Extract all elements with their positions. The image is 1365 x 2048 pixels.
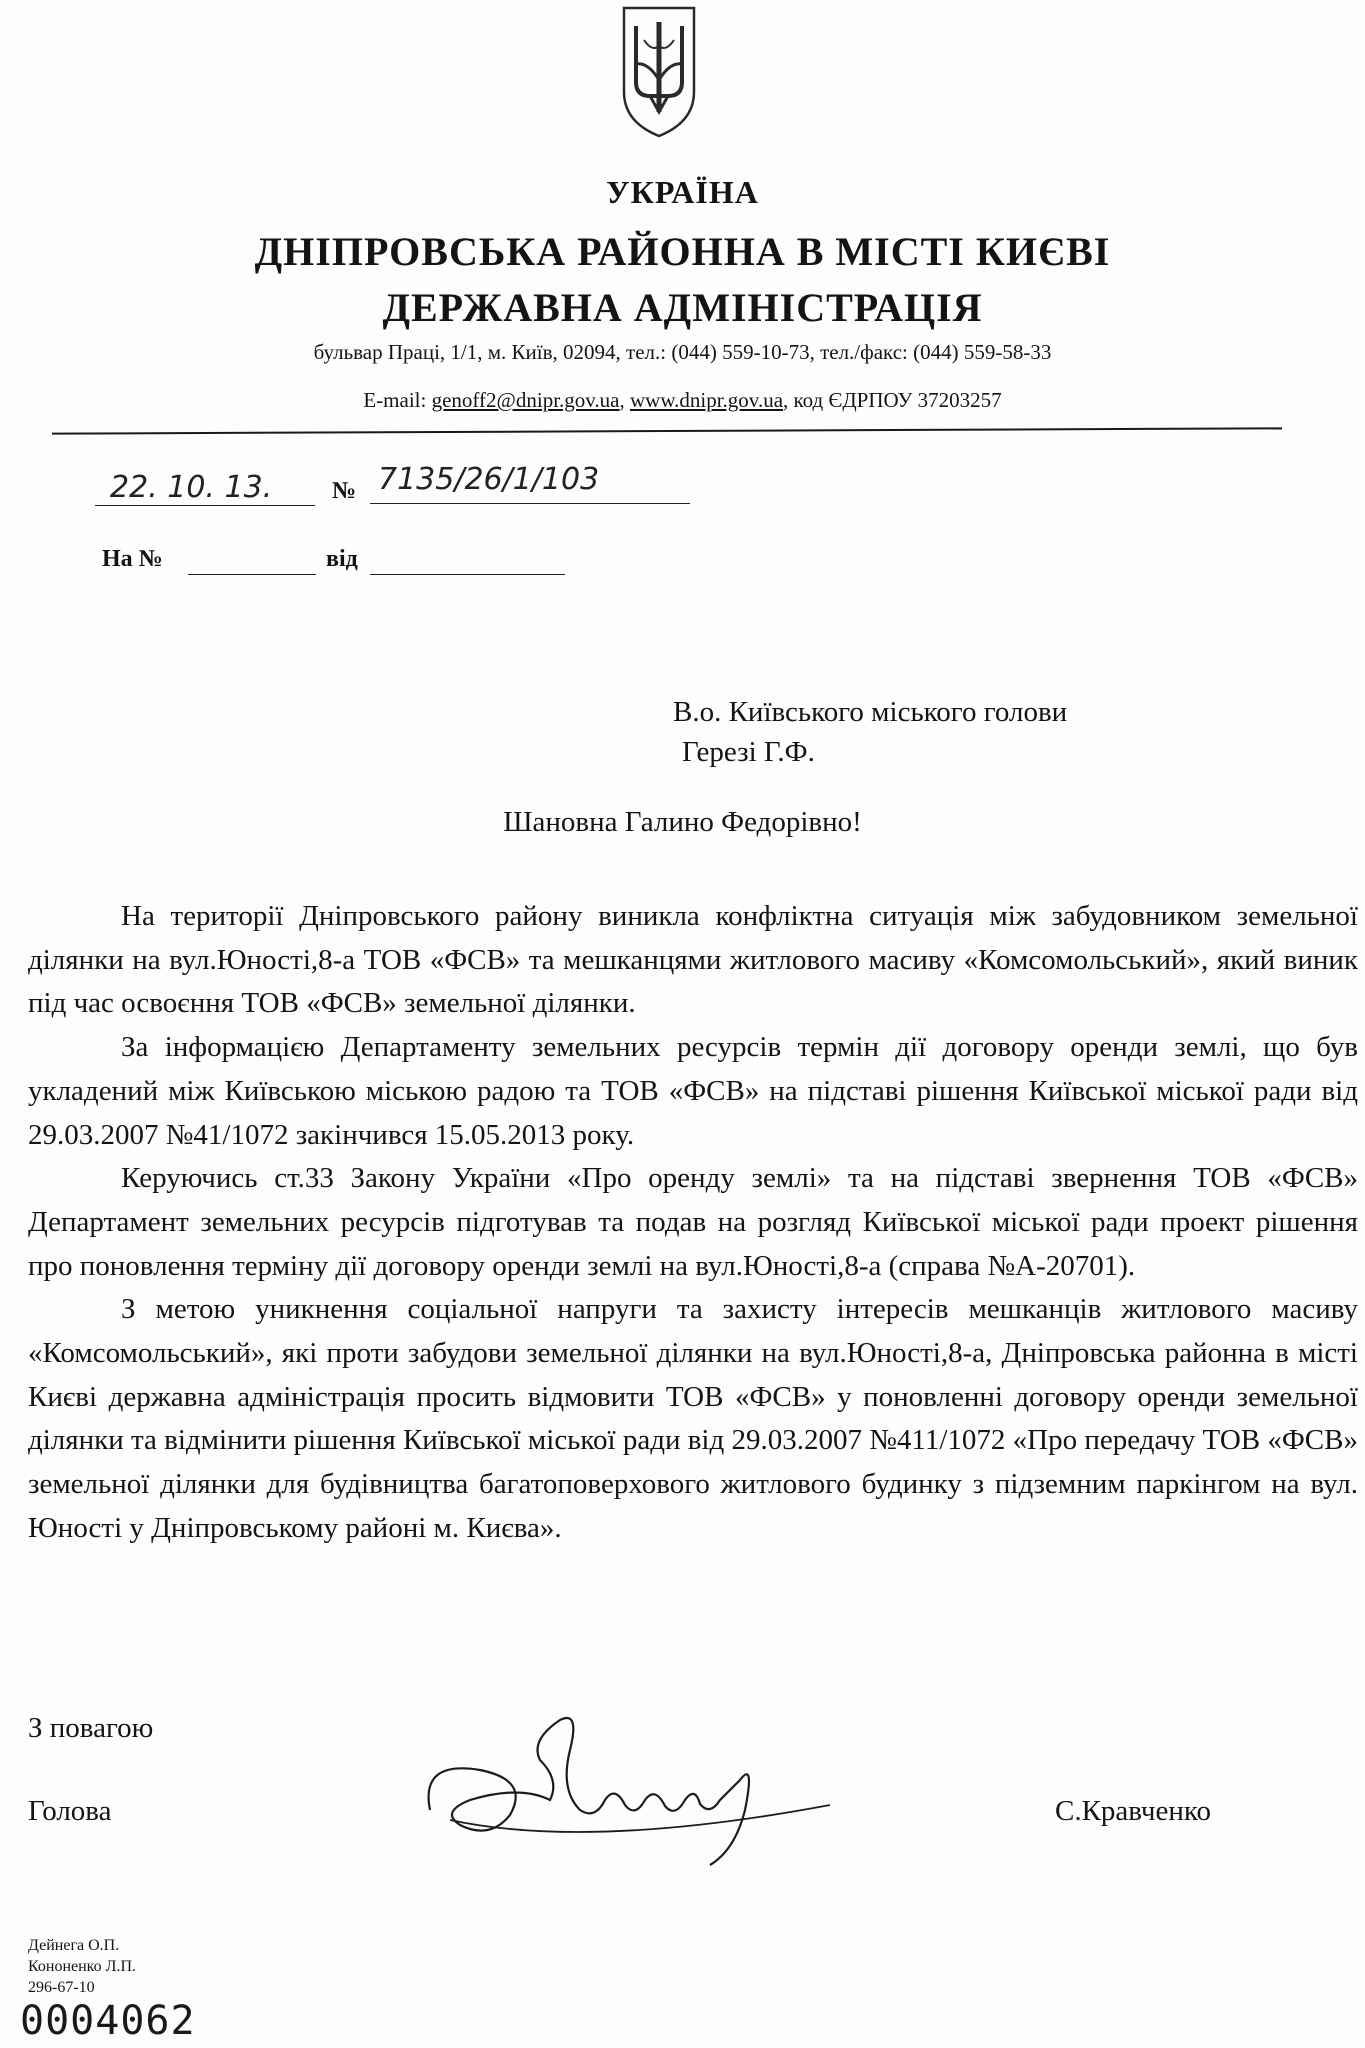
outgoing-number-underline (370, 503, 690, 504)
reply-date-label: від (326, 546, 358, 572)
country-name: УКРАЇНА (606, 174, 759, 210)
organization-name-line1: ДНІПРОВСЬКА РАЙОННА В МІСТІ КИЄВІ (254, 229, 1111, 274)
header-divider (52, 427, 1282, 434)
executor-phone: 296-67-10 (28, 1979, 95, 1996)
body-paragraph: За інформацією Департаменту земельних ресурсів термін дії договору оренди землі, що був укладений між Київською міською радою та ТОВ «ФСВ» на підставі рішення Київської міської ради від 29.03.2007 №41/1072 закінчився 15.05.2013 року. (28, 1031, 1358, 1151)
executor-line: Кононенко Л.П. (28, 1958, 137, 1975)
organization-name-line2: ДЕРЖАВНА АДМІНІСТРАЦІЯ (382, 285, 983, 330)
signer-name: С.Кравченко (1055, 1795, 1211, 1827)
outgoing-number: 7135/26/1/103 (378, 462, 600, 497)
executors-block (28, 1935, 136, 1998)
signature-image (410, 1700, 850, 1870)
reply-date-blank (370, 574, 565, 575)
body-paragraph: На території Дніпровського району виникла конфліктна ситуація між забудовником земельної ділянки на вул.Юності,8-а ТОВ «ФСВ» та мешканцями житлового масиву «Комсомольський», який виник під час освоєння ТОВ «ФСВ» земельної ділянки. (28, 900, 1358, 1020)
website-link[interactable]: www.dnipr.gov.ua (630, 388, 784, 412)
body-paragraph: Керуючись ст.33 Закону України «Про оренду землі» та на підставі звернення ТОВ «ФСВ» Департамент земельних ресурсів підготував та подав на розгляд Київської міської ради проект рішення про поновлення терміну дії договору оренди землі на вул.Юності,8-а (справа №А-20701). (28, 1162, 1358, 1282)
body-paragraph: З метою уникнення соціальної напруги та захисту інтересів мешканців житлового масиву «Комсомольський», які проти забудови земельної ділянки на вул.Юності,8-а, Дніпровська районна в місті Києві державна адміністрація просить відмовити ТОВ «ФСВ» у поновленні договору оренди земельної ділянки та відмінити рішення Київської міської ради від 29.03.2007 №411/1072 «Про передачу ТОВ «ФСВ» земельної ділянки для будівництва багатоповерхового житлового будинку з підземним паркінгом на вул. Юності у Дніпровському районі м. Києва». (28, 1293, 1358, 1544)
executor-line: Дейнега О.П. (28, 1937, 120, 1954)
outgoing-date: 22. 10. 13. (110, 470, 273, 505)
reply-number-label: На № (102, 546, 163, 572)
edrpou-code: , код ЄДРПОУ 37203257 (783, 388, 1002, 412)
addressee-name: Герезі Г.Ф. (682, 736, 815, 768)
contacts-separator: , (619, 388, 630, 412)
outgoing-date-underline (95, 505, 315, 506)
closing-regards: З повагою (28, 1712, 154, 1744)
organization-contacts (0, 388, 1365, 413)
organization-address: бульвар Праці, 1/1, м. Київ, 02094, тел.: (044) 559-10-73, тел./факс: (044) 559-58-33 (313, 340, 1052, 364)
outgoing-number-label: № (332, 478, 357, 504)
reply-number-blank (188, 574, 316, 575)
email-link[interactable]: genoff2@dnipr.gov.ua (431, 388, 620, 412)
greeting: Шановна Галино Федорівно! (503, 806, 862, 838)
addressee-position: В.о. Київського міського голови (673, 696, 1068, 728)
signer-position: Голова (28, 1795, 112, 1827)
email-label: E-mail: (363, 388, 427, 412)
registration-number: 0004062 (20, 1998, 196, 2044)
trident-emblem-icon (614, 0, 704, 140)
letter-body (28, 895, 1358, 1551)
